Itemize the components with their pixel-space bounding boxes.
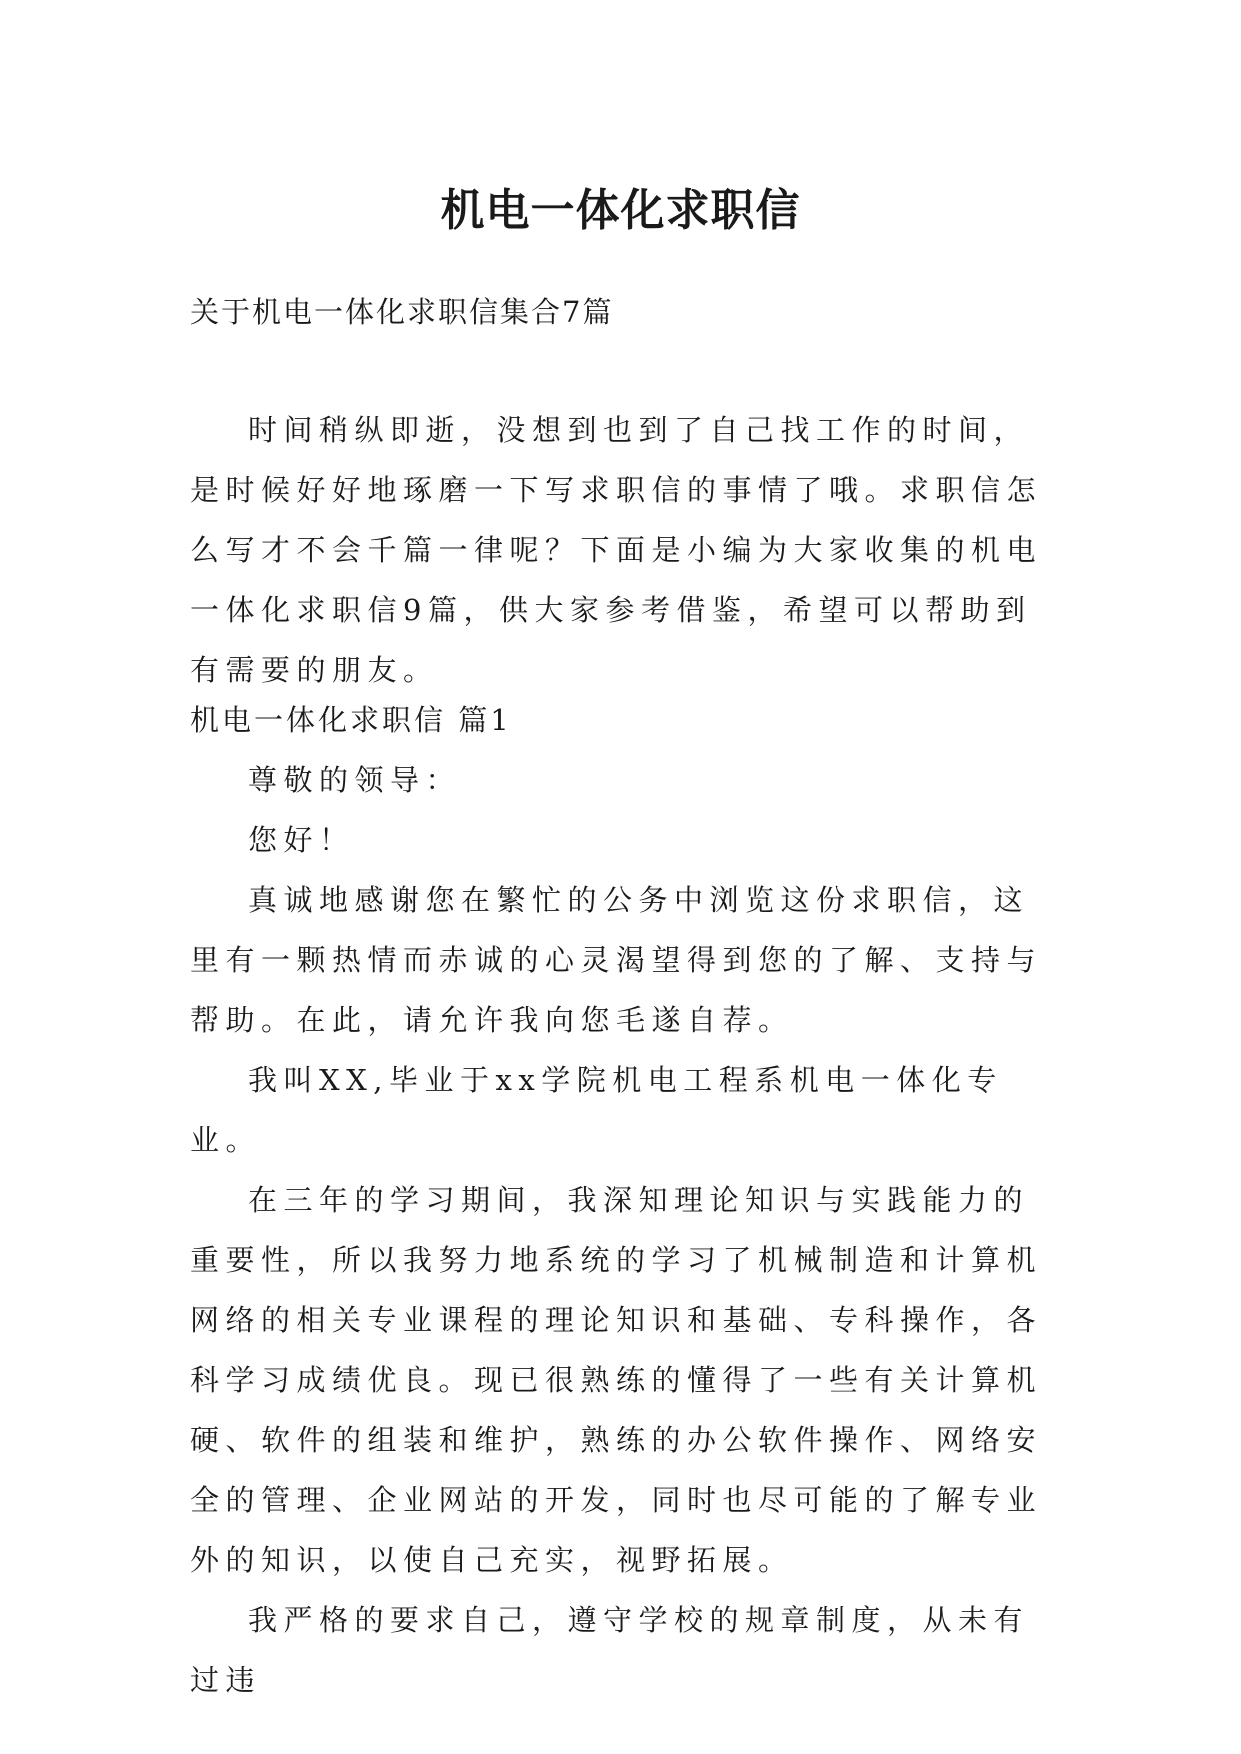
body-paragraph: 我叫XX,毕业于xx学院机电工程系机电一体化专业。 (190, 1063, 1003, 1157)
body-paragraph: 真诚地感谢您在繁忙的公务中浏览这份求职信，这里有一颗热情而赤诚的心灵渴望得到您的了解、支持与帮助。在此，请允许我向您毛遂自荐。 (190, 883, 1043, 1037)
section-heading: 机电一体化求职信 篇1 (190, 703, 512, 737)
document-subtitle: 关于机电一体化求职信集合7篇 (190, 295, 614, 329)
document-title: 机电一体化求职信 (440, 185, 801, 237)
letter-block (190, 690, 1060, 1710)
body-paragraph: 我严格的要求自己，遵守学校的规章制度，从未有过违 (190, 1603, 1030, 1697)
intro-block (190, 400, 1060, 700)
salutation: 尊敬的领导： (248, 763, 462, 797)
body-paragraph: 在三年的学习期间，我深知理论知识与实践能力的重要性，所以我努力地系统的学习了机械制造和计算机网络的相关专业课程的理论知识和基础、专科操作，各科学习成绩优良。现已很熟练的懂得了一些有关计算机硬、软件的组装和维护，熟练的办公软件操作、网络安全的管理、企业网站的开发，同时也尽可能的了解专业外的知识，以使自己充实，视野拓展。 (190, 1183, 1043, 1577)
intro-paragraph: 时间稍纵即逝，没想到也到了自己找工作的时间，是时候好好地琢磨一下写求职信的事情了哦。求职信怎么写才不会千篇一律呢？下面是小编为大家收集的机电一体化求职信9篇，供大家参考借鉴，希望可以帮助到有需要的朋友。 (190, 413, 1043, 687)
greeting: 您好！ (248, 823, 355, 857)
